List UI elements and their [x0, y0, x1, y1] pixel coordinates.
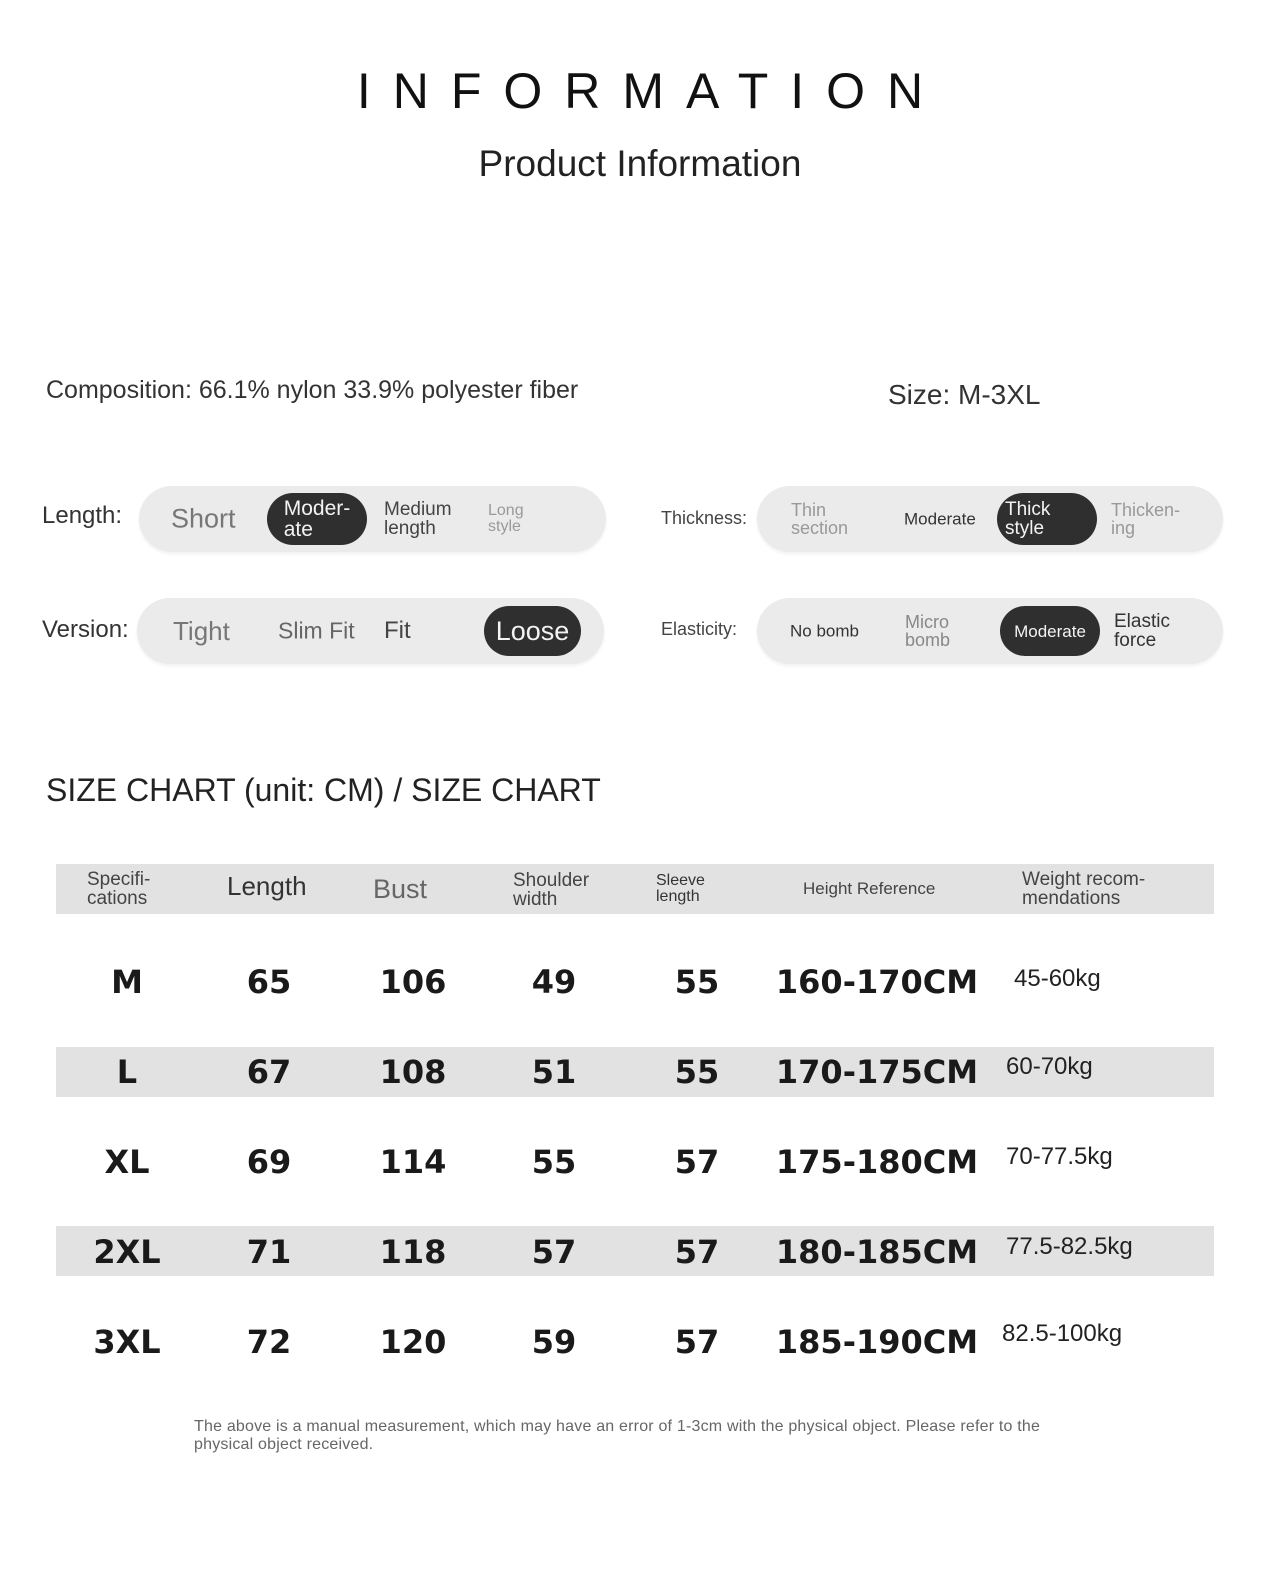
length-option-long: Long style [488, 502, 524, 535]
length-option-medium: Medium length [384, 499, 452, 539]
table-cell-shoulder-width: 57 [531, 1233, 577, 1271]
version-option-fit: Fit [384, 617, 411, 644]
table-cell-bust: 108 [379, 1053, 447, 1091]
table-cell-size: L [116, 1053, 138, 1091]
elasticity-option-no-bomb: No bomb [790, 621, 859, 641]
measurement-note: The above is a manual measurement, which may have an error of 1-3cm with the physical object. Please refer to the physical object received. [194, 1418, 1041, 1454]
column-header-weight-recommendations: Weight recom- mendations [1022, 869, 1146, 909]
table-cell-bust: 120 [379, 1323, 447, 1361]
version-option-slim-fit: Slim Fit [278, 617, 355, 644]
page-subtitle: Product Information [478, 143, 802, 184]
thickness-option-thick-selected: Thick style [997, 493, 1097, 545]
table-cell-weight-recommendation: 82.5-100kg [1002, 1320, 1123, 1347]
table-cell-weight-recommendation: 70-77.5kg [1006, 1143, 1113, 1170]
version-scale [137, 598, 604, 664]
table-cell-sleeve-length: 57 [674, 1323, 720, 1361]
table-cell-weight-recommendation: 60-70kg [1006, 1053, 1093, 1080]
column-header-height-reference: Height Reference [803, 879, 936, 898]
table-cell-height-reference: 180-185CM [775, 1233, 979, 1271]
length-scale [139, 486, 606, 552]
length-option-short: Short [171, 503, 236, 534]
table-cell-length: 71 [246, 1233, 292, 1271]
table-cell-height-reference: 175-180CM [775, 1143, 979, 1181]
table-cell-length: 69 [246, 1143, 292, 1181]
size-chart-title: SIZE CHART (unit: CM) / SIZE CHART [46, 772, 601, 808]
table-cell-bust: 114 [379, 1143, 447, 1181]
composition-text: Composition: 66.1% nylon 33.9% polyester fiber [46, 376, 579, 404]
version-option-tight: Tight [173, 616, 230, 646]
table-cell-height-reference: 185-190CM [775, 1323, 979, 1361]
table-cell-length: 72 [246, 1323, 292, 1361]
elasticity-label: Elasticity: [661, 619, 738, 639]
table-cell-sleeve-length: 57 [674, 1143, 720, 1181]
size-range-text: Size: M-3XL [888, 379, 1041, 410]
elasticity-option-elastic-force: Elastic force [1114, 611, 1170, 651]
table-cell-size: XL [104, 1143, 150, 1181]
table-cell-height-reference: 170-175CM [775, 1053, 979, 1091]
table-cell-weight-recommendation: 77.5-82.5kg [1006, 1233, 1133, 1260]
elasticity-option-moderate-selected: Moderate [1000, 606, 1100, 656]
thickness-scale [757, 486, 1223, 552]
table-cell-length: 67 [246, 1053, 292, 1091]
version-option-loose-selected: Loose [484, 606, 581, 656]
version-label: Version: [42, 616, 129, 643]
elasticity-option-micro-bomb: Micro bomb [905, 612, 951, 650]
table-cell-sleeve-length: 55 [674, 963, 720, 1001]
table-cell-weight-recommendation: 45-60kg [1014, 965, 1101, 992]
column-header-specifications: Specifi- cations [87, 869, 151, 909]
table-cell-size: 2XL [93, 1233, 161, 1271]
table-cell-bust: 106 [379, 963, 447, 1001]
elasticity-scale [757, 598, 1223, 664]
thickness-option-moderate: Moderate [904, 509, 976, 529]
table-cell-sleeve-length: 57 [674, 1233, 720, 1271]
table-cell-shoulder-width: 55 [531, 1143, 577, 1181]
column-header-sleeve-length: Sleeve length [656, 872, 705, 905]
size-table-header [56, 864, 1214, 914]
table-cell-size: M [111, 963, 143, 1001]
thickness-option-thin: Thin section [791, 500, 849, 538]
length-label: Length: [42, 502, 123, 529]
column-header-length: Length [227, 871, 307, 901]
table-cell-shoulder-width: 59 [531, 1323, 577, 1361]
page-title: INFORMATION [356, 63, 946, 119]
table-cell-height-reference: 160-170CM [775, 963, 979, 1001]
table-cell-length: 65 [246, 963, 292, 1001]
column-header-shoulder-width: Shoulder width [513, 870, 590, 910]
table-cell-size: 3XL [93, 1323, 161, 1361]
thickness-label: Thickness: [661, 508, 748, 528]
table-cell-bust: 118 [379, 1233, 447, 1271]
thickness-option-thickening: Thicken- ing [1111, 500, 1181, 538]
table-cell-shoulder-width: 49 [531, 963, 577, 1001]
length-option-moderate-selected: Moder- ate [267, 493, 367, 545]
table-cell-sleeve-length: 55 [674, 1053, 720, 1091]
column-header-bust: Bust [373, 874, 428, 904]
table-cell-shoulder-width: 51 [531, 1053, 577, 1091]
